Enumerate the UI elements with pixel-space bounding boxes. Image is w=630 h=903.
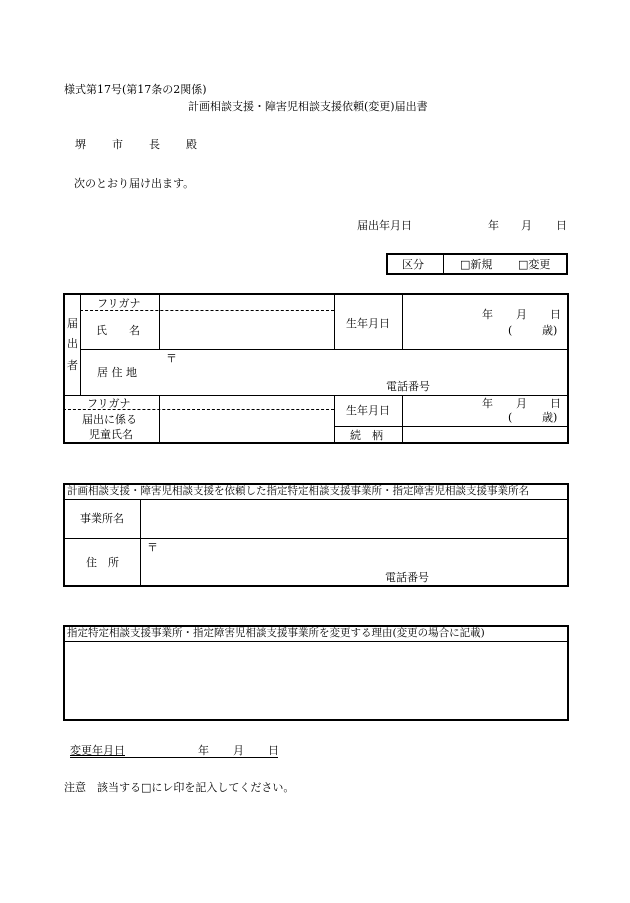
year-label: 年	[488, 219, 499, 232]
form-title: 計画相談支援・障害児相談支援依頼(変更)届出書	[188, 100, 428, 113]
age-label: 歳)	[542, 411, 558, 424]
office-address-label: 住 所	[86, 556, 119, 569]
month-label: 月	[233, 744, 244, 757]
form-number: 様式第17号(第17条の2関係)	[64, 83, 207, 96]
divider	[63, 641, 568, 642]
addressee-char: 長	[149, 138, 160, 151]
age-label: 歳)	[542, 324, 558, 337]
divider	[159, 293, 160, 350]
year-label: 年	[198, 744, 209, 757]
category-new-checkbox[interactable]: □新規	[460, 258, 493, 271]
submission-date-label: 届出年月日	[357, 219, 412, 232]
postal-mark: 〒	[166, 352, 177, 365]
addressee-char: 市	[112, 138, 123, 151]
divider	[63, 395, 568, 396]
applicant-phone-label: 電話番号	[386, 380, 430, 393]
divider	[80, 310, 334, 311]
reason-table	[63, 625, 569, 721]
applicant-table	[63, 293, 569, 444]
category-change-checkbox[interactable]: □変更	[518, 258, 551, 271]
addressee-char: 殿	[186, 138, 197, 151]
office-header: 計画相談支援・障害児相談支援を依頼した指定特定相談支援事業所・指定障害児相談支援事業所名	[67, 485, 529, 497]
month-label: 月	[521, 219, 532, 232]
day-label: 日	[556, 219, 567, 232]
divider	[334, 396, 335, 444]
side-label-char: 届	[67, 317, 78, 330]
office-name-label: 事業所名	[80, 512, 124, 525]
divider	[334, 426, 568, 427]
side-label-char: 者	[67, 359, 78, 372]
addressee-char: 堺	[75, 138, 86, 151]
change-date-label: 変更年月日	[70, 744, 125, 757]
day-label: 日	[268, 744, 279, 757]
day-label: 日	[550, 308, 561, 321]
child-name-label: 届出に係る	[82, 413, 137, 426]
month-label: 月	[516, 308, 527, 321]
intro-text: 次のとおり届け出ます。	[74, 177, 195, 190]
divider	[402, 396, 403, 444]
divider	[334, 293, 335, 350]
applicant-address-label: 居 住 地	[97, 366, 137, 379]
age-open: (	[508, 324, 513, 337]
year-label: 年	[482, 308, 493, 321]
day-label: 日	[550, 397, 561, 410]
divider	[140, 499, 141, 585]
divider	[159, 396, 160, 444]
child-furigana-label: フリガナ	[87, 397, 131, 410]
applicant-name-label: 氏 名	[96, 324, 140, 337]
divider	[443, 253, 444, 275]
category-label: 区分	[402, 258, 424, 271]
age-open: (	[508, 411, 513, 424]
divider	[63, 538, 568, 539]
applicant-birth-label: 生年月日	[346, 317, 390, 330]
note-text: 注意 該当する□にレ印を記入してください。	[64, 781, 295, 794]
child-name-label: 児童氏名	[89, 428, 133, 441]
year-label: 年	[482, 397, 493, 410]
postal-mark: 〒	[147, 541, 158, 554]
child-birth-label: 生年月日	[346, 404, 390, 417]
divider	[402, 293, 403, 350]
applicant-furigana-label: フリガナ	[97, 297, 141, 310]
divider	[80, 349, 568, 350]
divider	[70, 757, 278, 758]
divider	[80, 293, 81, 396]
office-phone-label: 電話番号	[385, 571, 429, 584]
reason-header: 指定特定相談支援事業所・指定障害児相談支援事業所を変更する理由(変更の場合に記載)	[67, 627, 485, 639]
child-relation-label: 続 柄	[350, 429, 383, 442]
divider	[63, 499, 568, 500]
month-label: 月	[516, 397, 527, 410]
side-label-char: 出	[67, 337, 78, 350]
